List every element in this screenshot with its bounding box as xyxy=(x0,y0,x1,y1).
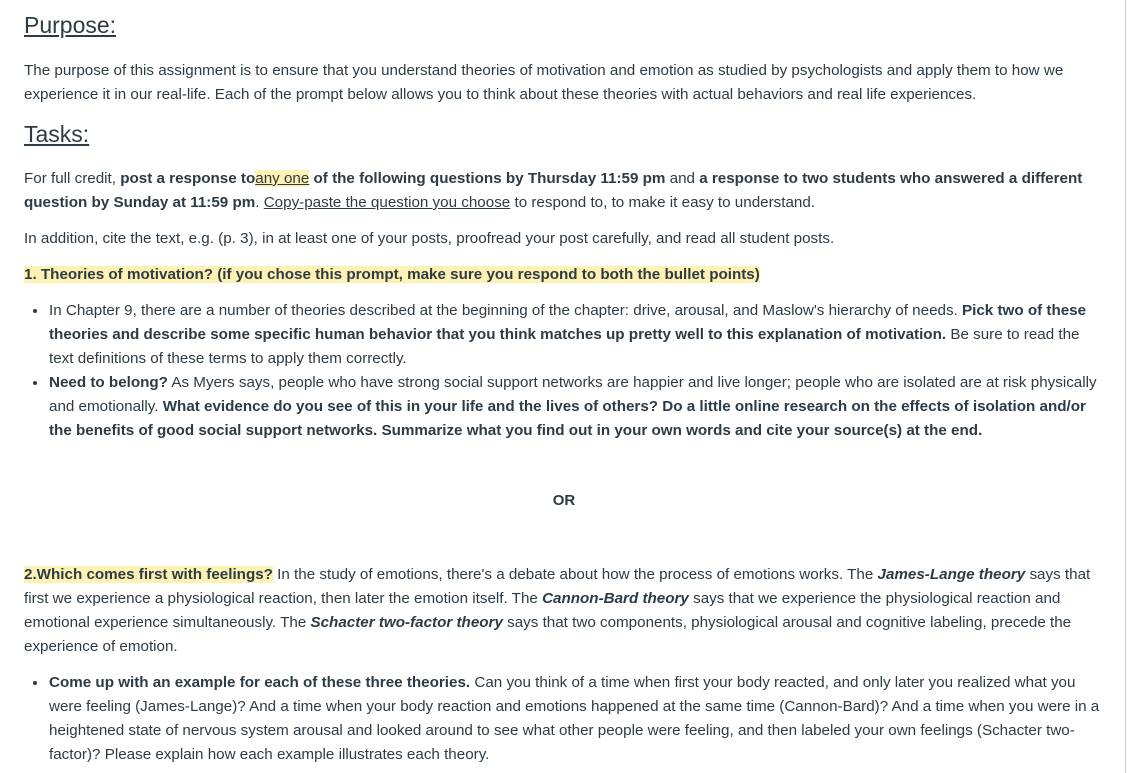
purpose-heading: Purpose: xyxy=(24,12,117,38)
prompt2-title: 2.Which comes first with feelings? xyxy=(24,566,273,583)
list-item: In Chapter 9, there are a number of theories described at the beginning of the chapter: drive, arousal, and Maslow's hierarchy of needs. Pick two of these theories and describe some specific human behavior that you think matches up pretty well to this explanation of motivation. Be sure to read the text definitions of these terms to apply them correctly. xyxy=(24,299,1104,371)
prompt1-title: 1. Theories of motivation? (if you chose this prompt, make sure you respond to both the bullet points) xyxy=(24,266,760,283)
purpose-text: The purpose of this assignment is to ensure that you understand theories of motivation and emotion as studied by psychologists and apply them to how we experience it in our real-life. Each of the prompt below allows you to think about these theories with actual behaviors and real life experiences. xyxy=(24,62,1064,103)
list-item: Need to belong? As Myers says, people who have strong social support networks are happier and live longer; people who are isolated are at risk physically and emotionally. What evidence do you see of this in your life and the lives of others? Do a little online research on the effects of isolation and/or the benefits of good social support networks. Summarize what you find out in your own words and cite your source(s) at the end. xyxy=(24,371,1104,443)
tasks-heading: Tasks: xyxy=(24,121,90,147)
copy-paste-note: Copy-paste the question you choose xyxy=(263,194,511,211)
any-one-emphasis: any one xyxy=(255,170,310,187)
prompt2-bullets xyxy=(24,671,1104,767)
tasks-instructions: For full credit, post a response toany one of the following questions by Thursday 11:59 pm and a response to two students who answered a different question by Sunday at 11:59 pm. Copy-paste the question you choose to respond to, to make it easy to understand. xyxy=(24,170,1083,211)
citation-instructions: In addition, cite the text, e.g. (p. 3), in at least one of your posts, proofread your post carefully, and read all student posts. xyxy=(24,230,835,247)
prompt1-bullets xyxy=(24,299,1104,443)
prompt2-text: 2.Which comes first with feelings? In the study of emotions, there's a debate about how the process of emotions works. The James-Lange theory says that first we experience a physiological reaction, then later the emotion itself. The Cannon-Bard theory says that we experience the physiological reaction and emotional experience simultaneously. The Schacter two-factor theory says that two components, physiological arousal and cognitive labeling, precede the experience of emotion. xyxy=(24,566,1091,655)
or-separator: OR xyxy=(552,492,576,509)
list-item: Come up with an example for each of these three theories. Can you think of a time when first your body reacted, and only later you realized what you were feeling (James-Lange)? And a time when your body reaction and emotions happened at the same time (Cannon-Bard)? And a time when you were in a heightened state of nervous system arousal and looked around to see what other people were feeling, and then labeled your own feelings (Schacter two-factor)? Please explain how each example illustrates each theory. xyxy=(24,671,1104,767)
